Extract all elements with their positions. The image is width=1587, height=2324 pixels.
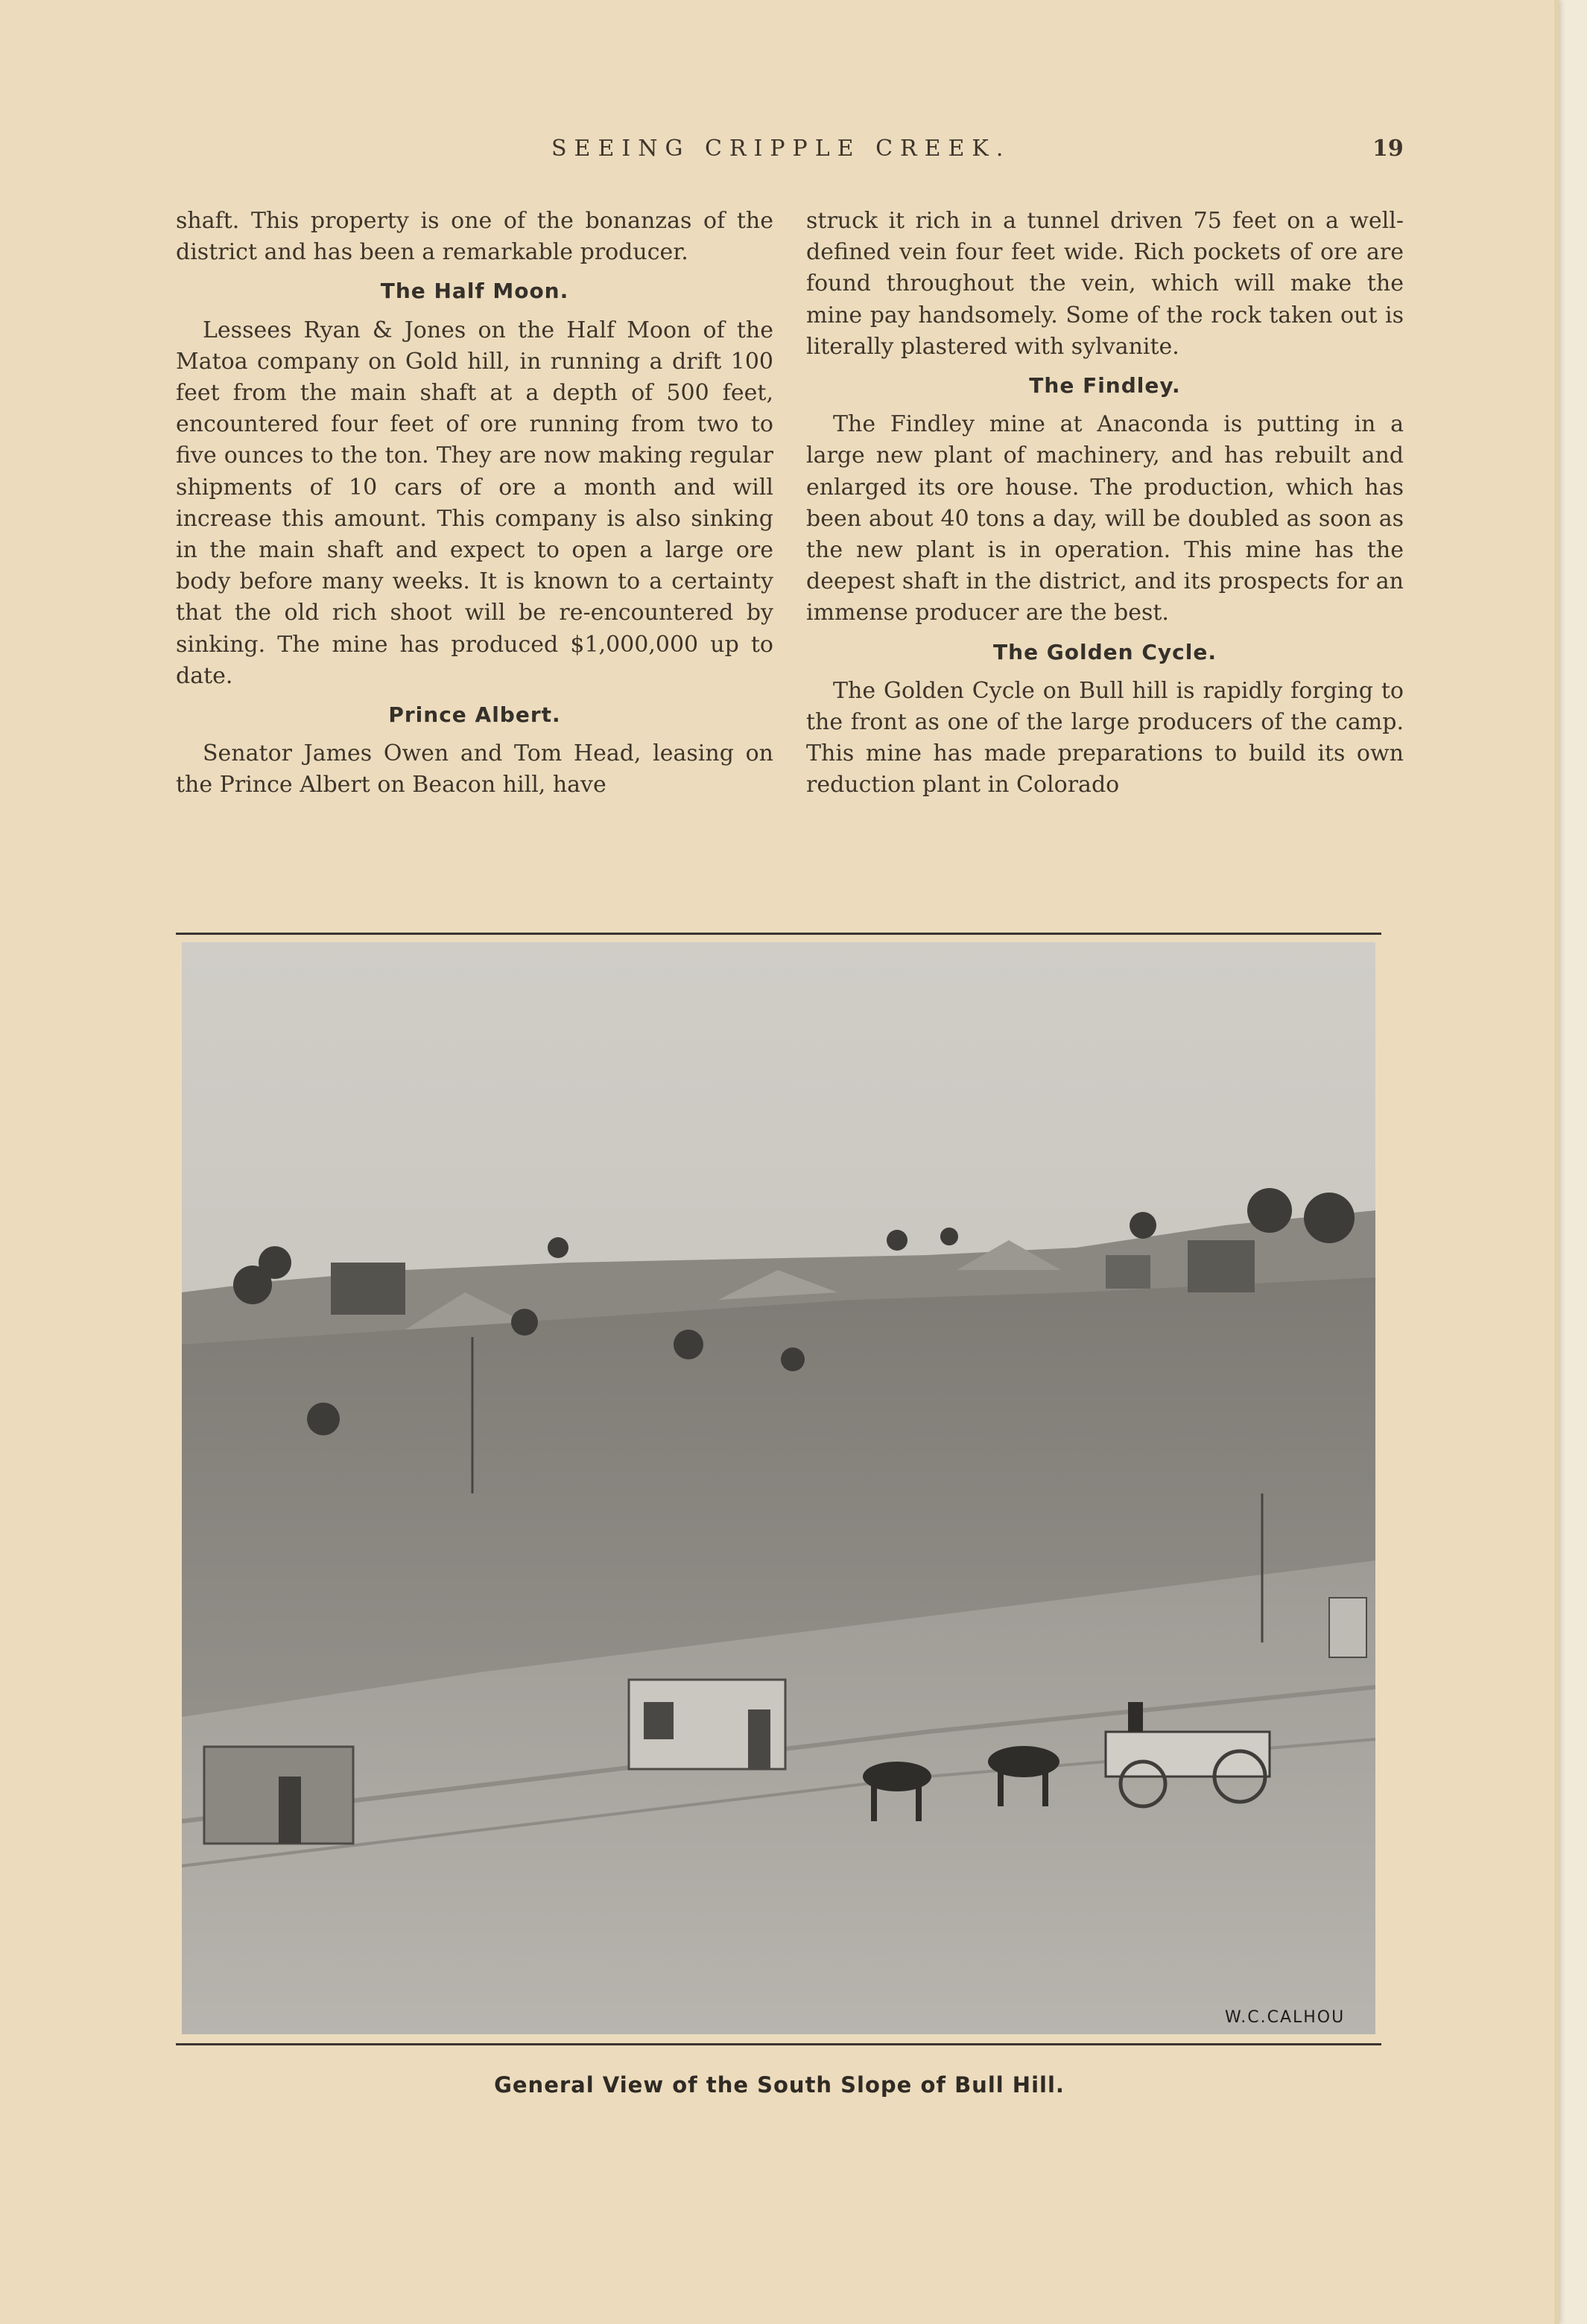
right-column <box>806 206 1404 801</box>
page-number: 19 <box>1372 136 1404 162</box>
running-title: SEEING CRIPPLE CREEK. <box>551 136 1011 162</box>
prince-albert-heading: Prince Albert. <box>388 702 561 728</box>
left-intro-paragraph: shaft. This property is one of the bonanzas of the district and has been a remarkable producer. <box>176 208 773 266</box>
photo-caption: General View of the South Slope of Bull Hill. <box>494 2072 1065 2098</box>
half-moon-paragraph: Lessees Ryan & Jones on the Half Moon of the Matoa company on Gold hill, in running a drift 100 feet from the main shaft at a depth of 500 feet, encountered four feet of ore running from two to five ounces to the ton. They are now making regular shipments of 10 cars of ore a month and will increase this amount. This company is also sinking in the main shaft and expect to open a large ore body before many weeks. It is known to a certainty that the old rich shoot will be re-encountered by sinking. The mine has produced $1,000,000 up to date. <box>176 317 773 689</box>
findley-paragraph: The Findley mine at Anaconda is putting in a large new plant of machinery, and has rebuilt and enlarged its ore house. The production, which has been about 40 tons a day, will be doubled as soon as the new plant is in operation. This mine has the deepest shaft in the district, and its prospects for an immense producer are the best. <box>806 411 1404 626</box>
golden-cycle-heading: The Golden Cycle. <box>993 639 1217 664</box>
prince-albert-paragraph: Senator James Owen and Tom Head, leasing on the Prince Albert on Beacon hill, have <box>176 740 773 799</box>
bull-hill-photograph <box>182 942 1375 2034</box>
photo-credit: W.C.CALHOU <box>1225 2008 1346 2027</box>
half-moon-heading: The Half Moon. <box>380 279 569 304</box>
left-column <box>176 206 773 801</box>
photo-frame <box>176 933 1381 2045</box>
golden-cycle-paragraph: The Golden Cycle on Bull hill is rapidly forging to the front as one of the large producers of the camp. This mine has made preparations to build its own reduction plant in Colorado <box>806 677 1404 799</box>
page-header <box>0 136 1559 173</box>
findley-heading: The Findley. <box>1029 373 1181 399</box>
right-intro-paragraph: struck it rich in a tunnel driven 75 feet on a well-defined vein four feet wide. Rich pockets of ore are found throughout the vein, which will make the mine pay handsomely. Some of the rock taken out is literally plastered with sylvanite. <box>806 208 1404 360</box>
